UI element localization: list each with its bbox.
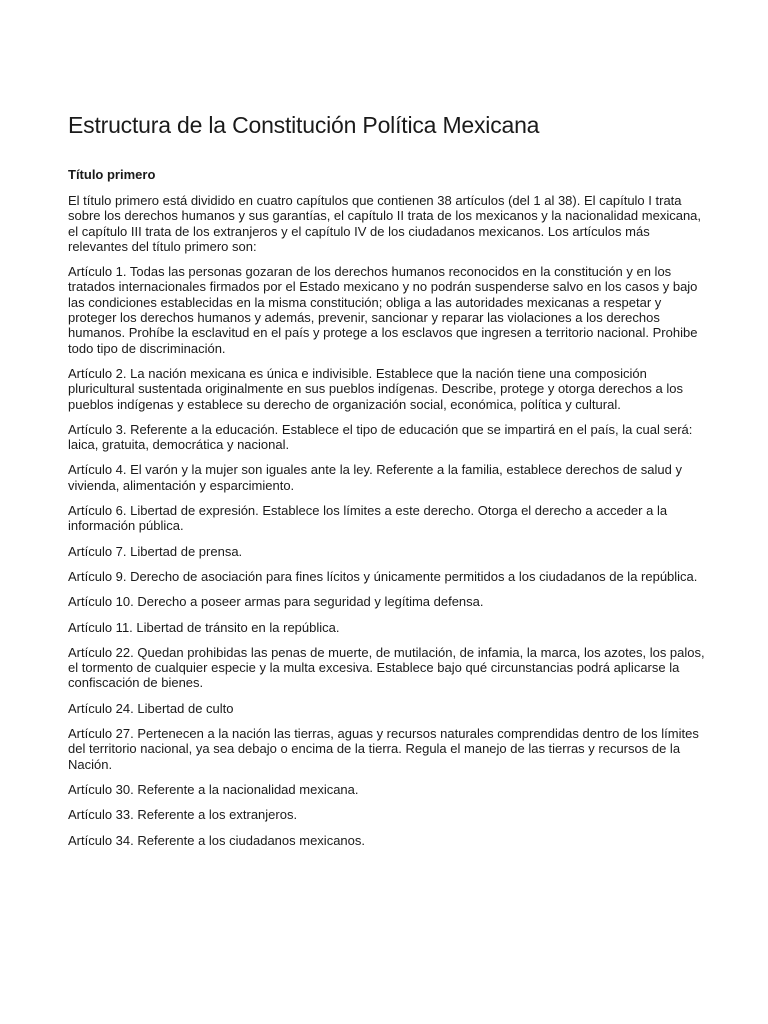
article-6-paragraph: Artículo 6. Libertad de expresión. Establece los límites a este derecho. Otorga el derecho a acceder a la información pública. <box>68 503 668 534</box>
article-1-paragraph: Artículo 1. Todas las personas gozaran de los derechos humanos reconocidos en la constitución y en los tratados internacionales firmados por el Estado mexicano y no podrán suspenderse salvo en los casos y bajo las condiciones establecidas en la misma constitución; obliga a las autoridades mexicanas a respetar y proteger los derechos humanos y además, prevenir, sancionar y reparar las violaciones a los derechos humanos. Prohíbe la esclavitud en el país y protege a los esclavos que ingresen a territorio nacional. Prohibe todo tipo de discriminación. <box>68 264 698 356</box>
article-4-paragraph: Artículo 4. El varón y la mujer son iguales ante la ley. Referente a la familia, establece derechos de salud y vivienda, alimentación y esparcimiento. <box>68 462 682 493</box>
document-page <box>68 110 708 858</box>
article-10-paragraph: Artículo 10. Derecho a poseer armas para seguridad y legítima defensa. <box>68 594 484 610</box>
article-33-paragraph: Artículo 33. Referente a los extranjeros. <box>68 807 298 823</box>
article-27-paragraph: Artículo 27. Pertenecen a la nación las tierras, aguas y recursos naturales comprendidas dentro de los límites del territorio nacional, ya sea debajo o encima de la tierra. Regula el manejo de las tierras y recursos de la Nación. <box>68 726 699 772</box>
article-24-paragraph: Artículo 24. Libertad de culto <box>68 700 234 716</box>
section-heading: Título primero <box>68 167 156 182</box>
page-title: Estructura de la Constitución Política Mexicana <box>68 112 540 138</box>
article-7-paragraph: Artículo 7. Libertad de prensa. <box>68 543 243 559</box>
article-3-paragraph: Artículo 3. Referente a la educación. Establece el tipo de educación que se impartirá en el país, la cual será: laica, gratuita, democrática y nacional. <box>68 421 693 453</box>
article-34-paragraph: Artículo 34. Referente a los ciudadanos mexicanos. <box>68 832 366 848</box>
intro-paragraph: El título primero está dividido en cuatro capítulos que contienen 38 artículos (del 1 al 38). El capítulo I trata sobre los derechos humanos y sus garantías, el capítulo II trata de los mexicanos y la nacionalidad mexicana, el capítulo III trata de los extranjeros y el capítulo IV de los ciudadanos mexicanos. Los artículos más relevantes del título primero son: <box>68 193 702 254</box>
article-9-paragraph: Artículo 9. Derecho de asociación para fines lícitos y únicamente permitidos a los ciudadanos de la república. <box>68 568 698 584</box>
article-30-paragraph: Artículo 30. Referente a la nacionalidad mexicana. <box>68 781 359 797</box>
article-11-paragraph: Artículo 11. Libertad de tránsito en la república. <box>68 619 340 635</box>
article-2-paragraph: Artículo 2. La nación mexicana es única e indivisible. Establece que la nación tiene una composición pluricultural sustentada originalmente en sus pueblos indígenas. Describe, protege y otorga derechos a los pueblos indígenas y establece su derecho de organización social, económica, política y cultural. <box>68 365 683 412</box>
article-22-paragraph: Artículo 22. Quedan prohibidas las penas de muerte, de mutilación, de infamia, la marca, los azotes, los palos, el tormento de cualquier especie y la multa excesiva. Establece bajo qué circunstancias podrá aplicarse la confiscación de bienes. <box>68 644 705 691</box>
